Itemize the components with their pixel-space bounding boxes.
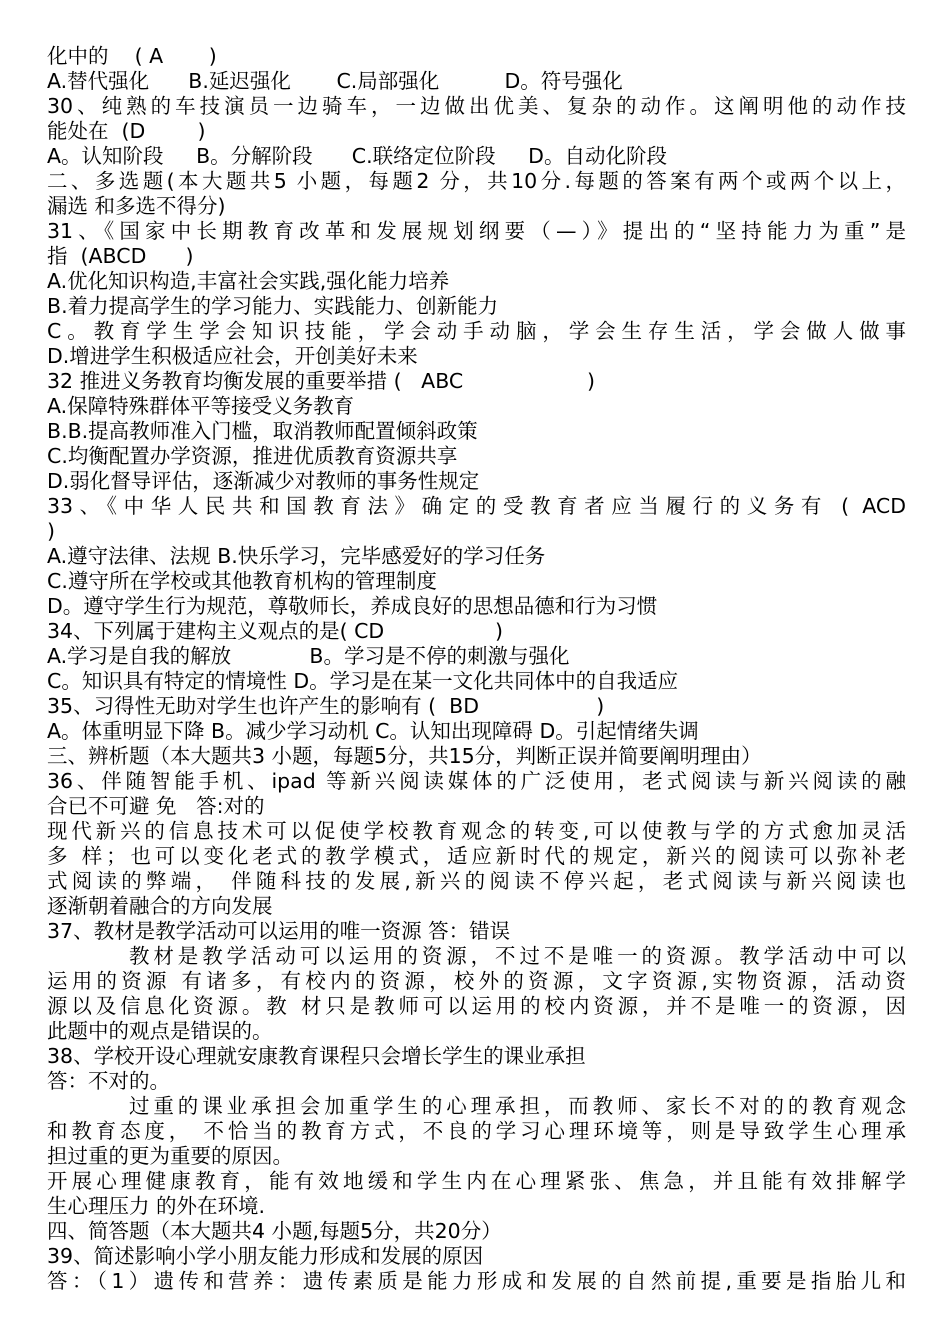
text-line: 开展心理健康教育，能有效地缓和学生内在心理紧张、焦急，并且能有效排解学 xyxy=(47,1169,906,1193)
text-line: 答：不对的。 xyxy=(47,1069,170,1093)
text-line: 38、学校开设心理就安康教育课程只会增长学生的课业承担 xyxy=(47,1044,586,1068)
text-line: 式阅读的弊端， 伴随科技的发展,新兴的阅读不停兴起，老式阅读与新兴阅读也 xyxy=(47,869,906,893)
text-line: 多 样；也可以变化老式的教学模式，适应新时代的规定，新兴的阅读可以弥补老 xyxy=(47,844,906,868)
text-line: 此题中的观点是错误的。 xyxy=(47,1019,273,1043)
text-line: C.均衡配置办学资源，推进优质教育资源共享 xyxy=(47,444,458,468)
text-line: 答：（1）遗传和营养：遗传素质是能力形成和发展的自然前提,重要是指胎儿和 xyxy=(47,1269,906,1293)
text-line: A.优化知识构造,丰富社会实践,强化能力培养 xyxy=(47,269,450,293)
text-line: 三、辨析题（本大题共3 小题，每题5分，共15分，判断正误并简要阐明理由） xyxy=(47,744,762,768)
text-line: 教材是教学活动可以运用的资源，不过不是唯一的资源。教学活动中可以 xyxy=(129,944,906,968)
text-line: 合已不可避 免 答:对的 xyxy=(47,794,265,818)
text-line: A.替代强化 B.延迟强化 C.局部强化 D。符号强化 xyxy=(47,69,623,93)
text-line: A。体重明显下降 B。减少学习动机 C。认知出现障碍 D。引起情绪失调 xyxy=(47,719,699,743)
text-line: 36、伴随智能手机、ipad 等新兴阅读媒体的广泛使用，老式阅读与新兴阅读的融 xyxy=(47,769,906,793)
text-line: B.B.提高教师准入门槛，取消教师配置倾斜政策 xyxy=(47,419,478,443)
text-line: C。教育学生学会知识技能，学会动手动脑，学会生存生活，学会做人做事 xyxy=(47,319,906,343)
text-line: 31、《国家中长期教育改革和发展规划纲要（—）》提出的“坚持能力为重”是 xyxy=(47,219,906,243)
text-line: D.弱化督导评估，逐渐减少对教师的事务性规定 xyxy=(47,469,480,493)
text-line: 源以及信息化资源。教 材只是教师可以运用的校内资源，并不是唯一的资源，因 xyxy=(47,994,906,1018)
text-line: C。知识具有特定的情境性 D。学习是在某一文化共同体中的自我适应 xyxy=(47,669,679,693)
text-line: A.保障特殊群体平等接受义务教育 xyxy=(47,394,355,418)
text-line: B.着力提高学生的学习能力、实践能力、创新能力 xyxy=(47,294,499,318)
text-line: 生心理压力 的外在环境. xyxy=(47,1194,266,1218)
text-line: 二、多选题(本大题共5 小题，每题2 分，共10分.每题的答案有两个或两个以上， xyxy=(47,169,906,193)
text-line: D.增进学生积极适应社会，开创美好未来 xyxy=(47,344,418,368)
text-line: 运用的资源 有诸多，有校内的资源，校外的资源，文字资源,实物资源，活动资 xyxy=(47,969,906,993)
text-line: 指 (ABCD ) xyxy=(47,244,194,268)
text-line: 33、《中华人民共和国教育法》确定的受教育者应当履行的义务有 ( ACD xyxy=(47,494,906,518)
text-line: 37、教材是教学活动可以运用的唯一资源 答：错误 xyxy=(47,919,511,943)
text-line: 担过重的更为重要的原因。 xyxy=(47,1144,293,1168)
text-line: 化中的 ( A ) xyxy=(47,44,217,68)
text-line: 过重的课业承担会加重学生的心理承担，而教师、家长不对的的教育观念 xyxy=(129,1094,906,1118)
text-line: 四、简答题（本大题共4 小题,每题5分，共20分） xyxy=(47,1219,502,1243)
text-line: C.遵守所在学校或其他教育机构的管理制度 xyxy=(47,569,437,593)
text-line: 32 推进义务教育均衡发展的重要举措 ( ABC ) xyxy=(47,369,596,393)
text-line: 能处在 (D ) xyxy=(47,119,206,143)
text-line: ) xyxy=(47,519,55,543)
text-line: 39、简述影响小学小朋友能力形成和发展的原因 xyxy=(47,1244,484,1268)
text-line: A。认知阶段 B。分解阶段 C.联络定位阶段 D。自动化阶段 xyxy=(47,144,667,168)
text-line: A.遵守法律、法规 B.快乐学习，完毕感爱好的学习任务 xyxy=(47,544,546,568)
text-line: 35、习得性无助对学生也许产生的影响有 ( BD ) xyxy=(47,694,605,718)
text-line: 34、下列属于建构主义观点的是( CD ) xyxy=(47,619,503,643)
text-line: 30、纯熟的车技演员一边骑车，一边做出优美、复杂的动作。这阐明他的动作技 xyxy=(47,94,906,118)
text-line: 和教育态度， 不恰当的教育方式，不良的学习心理环境等，则是导致学生心理承 xyxy=(47,1119,906,1143)
text-line: 逐渐朝着融合的方向发展 xyxy=(47,894,273,918)
text-line: 漏选 和多选不得分) xyxy=(47,194,226,218)
text-line: D。遵守学生行为规范，尊敬师长，养成良好的思想品德和行为习惯 xyxy=(47,594,658,618)
text-line: 现代新兴的信息技术可以促使学校教育观念的转变,可以使教与学的方式愈加灵活 xyxy=(47,819,906,843)
text-line: A.学习是自我的解放 B。学习是不停的刺激与强化 xyxy=(47,644,570,668)
